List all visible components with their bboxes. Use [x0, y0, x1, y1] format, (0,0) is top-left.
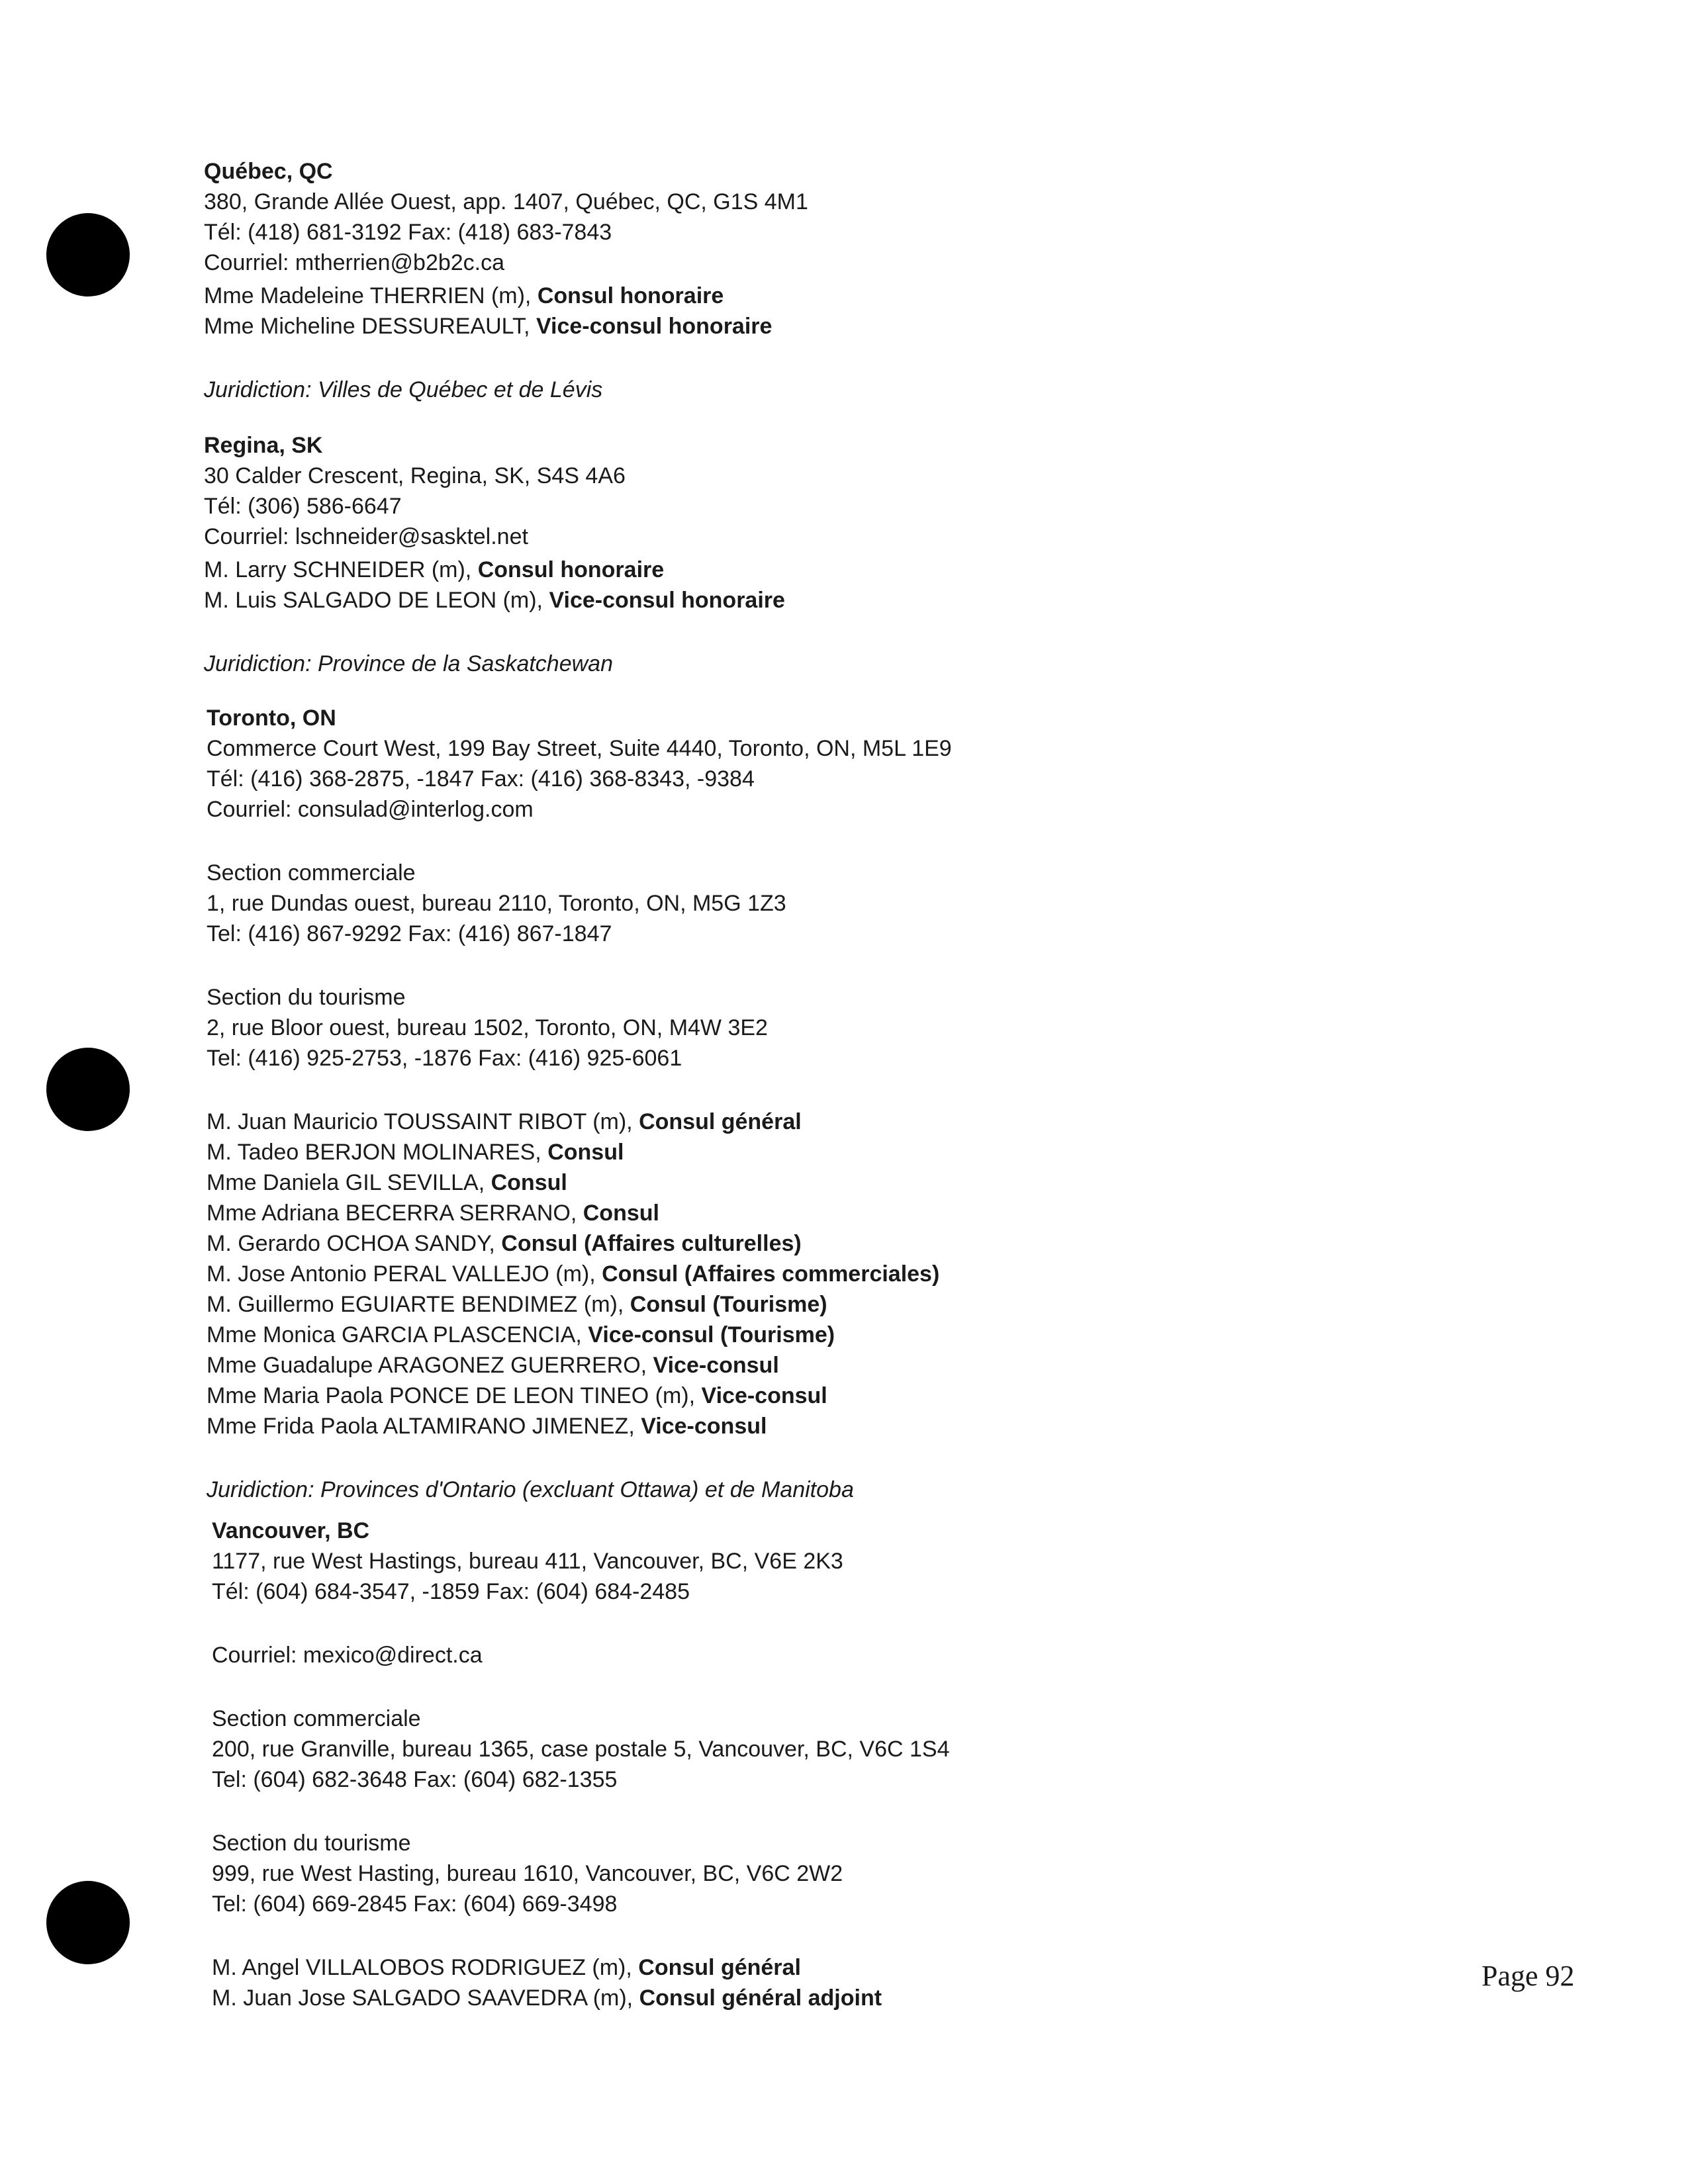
vancouver-tel: Tél: (604) 684-3547, -1859 Fax: (604) 684-2485	[212, 1579, 690, 1604]
regina-staff-2	[204, 585, 785, 615]
staff-title: Consul général	[638, 1955, 801, 1980]
staff-name: M. Luis SALGADO DE LEON (m),	[204, 588, 549, 613]
toronto-staff-3	[207, 1167, 952, 1198]
toronto-tel: Tél: (416) 368-2875, -1847 Fax: (416) 368-8343, -9384	[207, 766, 755, 792]
toronto-staff-11	[207, 1411, 952, 1441]
staff-name: Mme Guadalupe ARAGONEZ GUERRERO,	[207, 1353, 653, 1378]
quebec-staff-2	[204, 311, 808, 341]
staff-name: Mme Micheline DESSUREAULT,	[204, 314, 536, 339]
toronto-tourism-tel: Tel: (416) 925-2753, -1876 Fax: (416) 925-6061	[207, 1046, 682, 1071]
vancouver-tourism-label: Section du tourisme	[212, 1831, 411, 1856]
regina-heading: Regina, SK	[204, 433, 323, 458]
quebec-jurisdiction: Juridiction: Villes de Québec et de Lévis	[204, 377, 603, 402]
vancouver-commercial-tel: Tel: (604) 682-3648 Fax: (604) 682-1355	[212, 1767, 618, 1792]
staff-name: M. Angel VILLALOBOS RODRIGUEZ (m),	[212, 1955, 639, 1980]
toronto-tourism-label: Section du tourisme	[207, 985, 406, 1010]
staff-name: M. Jose Antonio PERAL VALLEJO (m),	[207, 1261, 602, 1287]
toronto-staff-8	[207, 1320, 952, 1350]
vancouver-heading: Vancouver, BC	[212, 1518, 370, 1543]
staff-name: Mme Adriana BECERRA SERRANO,	[207, 1201, 583, 1226]
toronto-commercial-label: Section commerciale	[207, 860, 416, 886]
toronto-staff-4	[207, 1198, 952, 1228]
vancouver-tourism-address: 999, rue West Hasting, bureau 1610, Vancouver, BC, V6C 2W2	[212, 1861, 843, 1886]
toronto-commercial-tel: Tel: (416) 867-9292 Fax: (416) 867-1847	[207, 921, 612, 946]
toronto-staff-9	[207, 1350, 952, 1381]
regina-address: 30 Calder Crescent, Regina, SK, S4S 4A6	[204, 463, 626, 488]
vancouver-address: 1177, rue West Hastings, bureau 411, Vancouver, BC, V6E 2K3	[212, 1549, 843, 1574]
staff-title: Vice-consul (Tourisme)	[588, 1322, 835, 1347]
toronto-staff-7	[207, 1289, 952, 1320]
toronto-staff-1	[207, 1107, 952, 1137]
punch-hole-top	[46, 213, 130, 296]
staff-title: Consul honoraire	[477, 557, 665, 582]
staff-title: Vice-consul	[641, 1414, 767, 1439]
regina-email: Courriel: lschneider@sasktel.net	[204, 524, 528, 549]
toronto-staff-5	[207, 1228, 952, 1259]
toronto-address: Commerce Court West, 199 Bay Street, Suite 4440, Toronto, ON, M5L 1E9	[207, 736, 952, 761]
staff-name: Mme Monica GARCIA PLASCENCIA,	[207, 1322, 588, 1347]
vancouver-staff-2	[212, 1983, 950, 2013]
staff-name: Mme Frida Paola ALTAMIRANO JIMENEZ,	[207, 1414, 641, 1439]
toronto-jurisdiction: Juridiction: Provinces d'Ontario (excluant Ottawa) et de Manitoba	[207, 1477, 854, 1502]
vancouver-commercial-label: Section commerciale	[212, 1706, 421, 1731]
staff-name: Mme Daniela GIL SEVILLA,	[207, 1170, 491, 1195]
vancouver-staff-1	[212, 1952, 950, 1983]
staff-name: M. Gerardo OCHOA SANDY,	[207, 1231, 502, 1256]
toronto-heading: Toronto, ON	[207, 705, 336, 731]
staff-title: Vice-consul honoraire	[549, 588, 785, 613]
toronto-email: Courriel: consulad@interlog.com	[207, 797, 534, 822]
staff-title: Consul (Affaires commerciales)	[602, 1261, 940, 1287]
staff-title: Consul	[547, 1140, 624, 1165]
staff-title: Consul (Tourisme)	[630, 1292, 827, 1317]
toronto-tourism-address: 2, rue Bloor ouest, bureau 1502, Toronto, ON, M4W 3E2	[207, 1015, 768, 1040]
quebec-section	[204, 156, 808, 405]
punch-hole-bottom	[46, 1881, 130, 1964]
vancouver-tourism-tel: Tel: (604) 669-2845 Fax: (604) 669-3498	[212, 1891, 618, 1917]
toronto-staff-6	[207, 1259, 952, 1289]
staff-name: M. Larry SCHNEIDER (m),	[204, 557, 478, 582]
staff-title: Vice-consul	[701, 1383, 827, 1408]
page-number: Page 92	[1481, 1960, 1575, 1992]
staff-title: Vice-consul	[653, 1353, 779, 1378]
staff-name: M. Tadeo BERJON MOLINARES,	[207, 1140, 548, 1165]
staff-title: Consul honoraire	[537, 283, 724, 308]
toronto-commercial-address: 1, rue Dundas ouest, bureau 2110, Toronto, ON, M5G 1Z3	[207, 891, 786, 916]
staff-name: M. Juan Jose SALGADO SAAVEDRA (m),	[212, 1985, 639, 2011]
vancouver-section	[212, 1516, 950, 2013]
staff-title: Consul (Affaires culturelles)	[501, 1231, 802, 1256]
staff-title: Consul	[491, 1170, 567, 1195]
staff-title: Consul général	[639, 1109, 802, 1134]
staff-title: Consul général adjoint	[639, 1985, 882, 2011]
quebec-heading: Québec, QC	[204, 159, 333, 184]
staff-name: M. Guillermo EGUIARTE BENDIMEZ (m),	[207, 1292, 630, 1317]
staff-title: Vice-consul honoraire	[536, 314, 773, 339]
vancouver-commercial-address: 200, rue Granville, bureau 1365, case postale 5, Vancouver, BC, V6C 1S4	[212, 1737, 950, 1762]
toronto-staff-10	[207, 1381, 952, 1411]
staff-title: Consul	[583, 1201, 659, 1226]
quebec-staff-1	[204, 281, 808, 311]
staff-name: Mme Madeleine THERRIEN (m),	[204, 283, 538, 308]
vancouver-email: Courriel: mexico@direct.ca	[212, 1643, 483, 1668]
toronto-section	[207, 703, 952, 1505]
quebec-email: Courriel: mtherrien@b2b2c.ca	[204, 250, 505, 275]
quebec-tel: Tél: (418) 681-3192 Fax: (418) 683-7843	[204, 220, 612, 245]
punch-hole-middle	[46, 1048, 130, 1131]
regina-section	[204, 430, 785, 679]
staff-name: M. Juan Mauricio TOUSSAINT RIBOT (m),	[207, 1109, 639, 1134]
toronto-staff-2	[207, 1137, 952, 1167]
quebec-address: 380, Grande Allée Ouest, app. 1407, Québec, QC, G1S 4M1	[204, 189, 808, 214]
regina-jurisdiction: Juridiction: Province de la Saskatchewan	[204, 651, 613, 676]
regina-staff-1	[204, 555, 785, 585]
staff-name: Mme Maria Paola PONCE DE LEON TINEO (m),	[207, 1383, 702, 1408]
regina-tel: Tél: (306) 586-6647	[204, 494, 402, 519]
